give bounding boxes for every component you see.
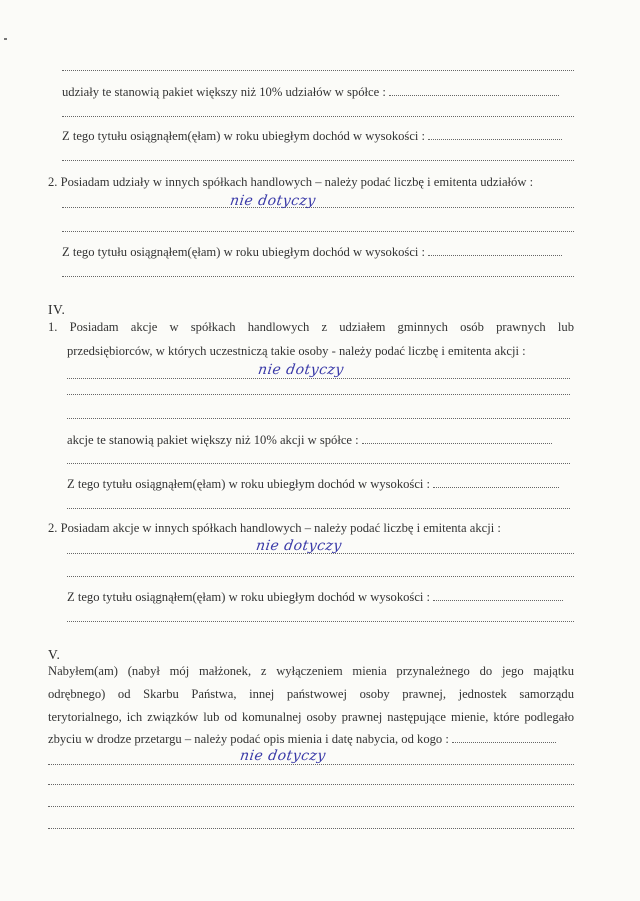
handwritten-answer: nie dotyczy: [238, 748, 327, 764]
dotted-line: [62, 207, 574, 208]
handwritten-answer: nie dotyczy: [256, 362, 345, 378]
label: Z tego tytułu osiągnąłem(ęłam) w roku ubiegłym dochód w wysokości :: [62, 129, 426, 143]
dotted-fill: [433, 477, 559, 488]
section-heading: V.: [48, 647, 61, 662]
dotted-fill: [428, 129, 562, 140]
label: udziały te stanowią pakiet większy niż 10% udziałów w spółce :: [62, 85, 386, 99]
label: akcje te stanowią pakiet większy niż 10% akcji w spółce :: [67, 433, 359, 447]
dotted-line: [67, 378, 570, 379]
income-text: [67, 589, 563, 605]
section5-text-line: Nabyłem(am) (nabył mój małżonek, z wyłączeniem mienia przynależnego do jego majątku: [48, 664, 574, 678]
dotted-line: [48, 764, 574, 765]
dotted-line: [62, 160, 574, 161]
section5-text-line: [48, 731, 556, 747]
item1-text: 1. Posiadam akcje w spółkach handlowych z udziałem gminnych osób prawnych lub: [48, 320, 574, 334]
label: Z tego tytułu osiągnąłem(ęłam) w roku ubiegłym dochód w wysokości :: [62, 245, 426, 259]
scan-mark: [4, 38, 7, 40]
section5-text-line: odrębnego) od Skarbu Państwa, innej państwowej osoby prawnej, jednostek samorządu: [48, 687, 574, 701]
dotted-line: [48, 806, 574, 807]
income-text: [62, 128, 562, 144]
dotted-line: [67, 463, 570, 464]
dotted-line: [67, 418, 570, 419]
dotted-fill: [452, 732, 556, 743]
dotted-line: [67, 508, 570, 509]
income-text: [62, 244, 562, 260]
section5-text-line: terytorialnego, ich związków lub od komunalnej osoby prawnej następujące mienie, które podlegało: [48, 710, 574, 724]
item1-text-cont: przedsiębiorców, w których uczestniczą takie osoby - należy podać liczbę i emitenta akcji :: [67, 344, 526, 358]
shares-over-10pct-text: [67, 432, 552, 448]
dotted-fill: [428, 245, 562, 256]
dotted-line: [62, 231, 574, 232]
dotted-fill: [389, 85, 559, 96]
dotted-line: [62, 276, 574, 277]
item2-text: 2. Posiadam akcje w innych spółkach handlowych – należy podać liczbę i emitenta akcji :: [48, 521, 501, 535]
item2-text: 2. Posiadam udziały w innych spółkach handlowych – należy podać liczbę i emitenta udziałów :: [48, 175, 534, 189]
dotted-line: [48, 828, 574, 829]
label: Z tego tytułu osiągnąłem(ęłam) w roku ubiegłym dochód w wysokości :: [67, 477, 431, 491]
label: zbyciu w drodze przetargu – należy podać opis mienia i datę nabycia, od kogo :: [48, 732, 449, 746]
label: Z tego tytułu osiągnąłem(ęłam) w roku ubiegłym dochód w wysokości :: [67, 590, 431, 604]
dotted-line: [67, 394, 570, 395]
dotted-line: [67, 576, 574, 577]
dotted-line: [48, 784, 574, 785]
handwritten-answer: nie dotyczy: [254, 538, 343, 554]
dotted-fill: [433, 590, 563, 601]
section-heading: IV.: [48, 302, 66, 317]
dotted-fill: [362, 433, 552, 444]
handwritten-answer: nie dotyczy: [228, 193, 317, 209]
dotted-line: [62, 70, 574, 71]
dotted-line: [67, 621, 574, 622]
shares-over-10pct-text: [62, 84, 559, 100]
income-text: [67, 476, 559, 492]
dotted-line: [62, 116, 574, 117]
